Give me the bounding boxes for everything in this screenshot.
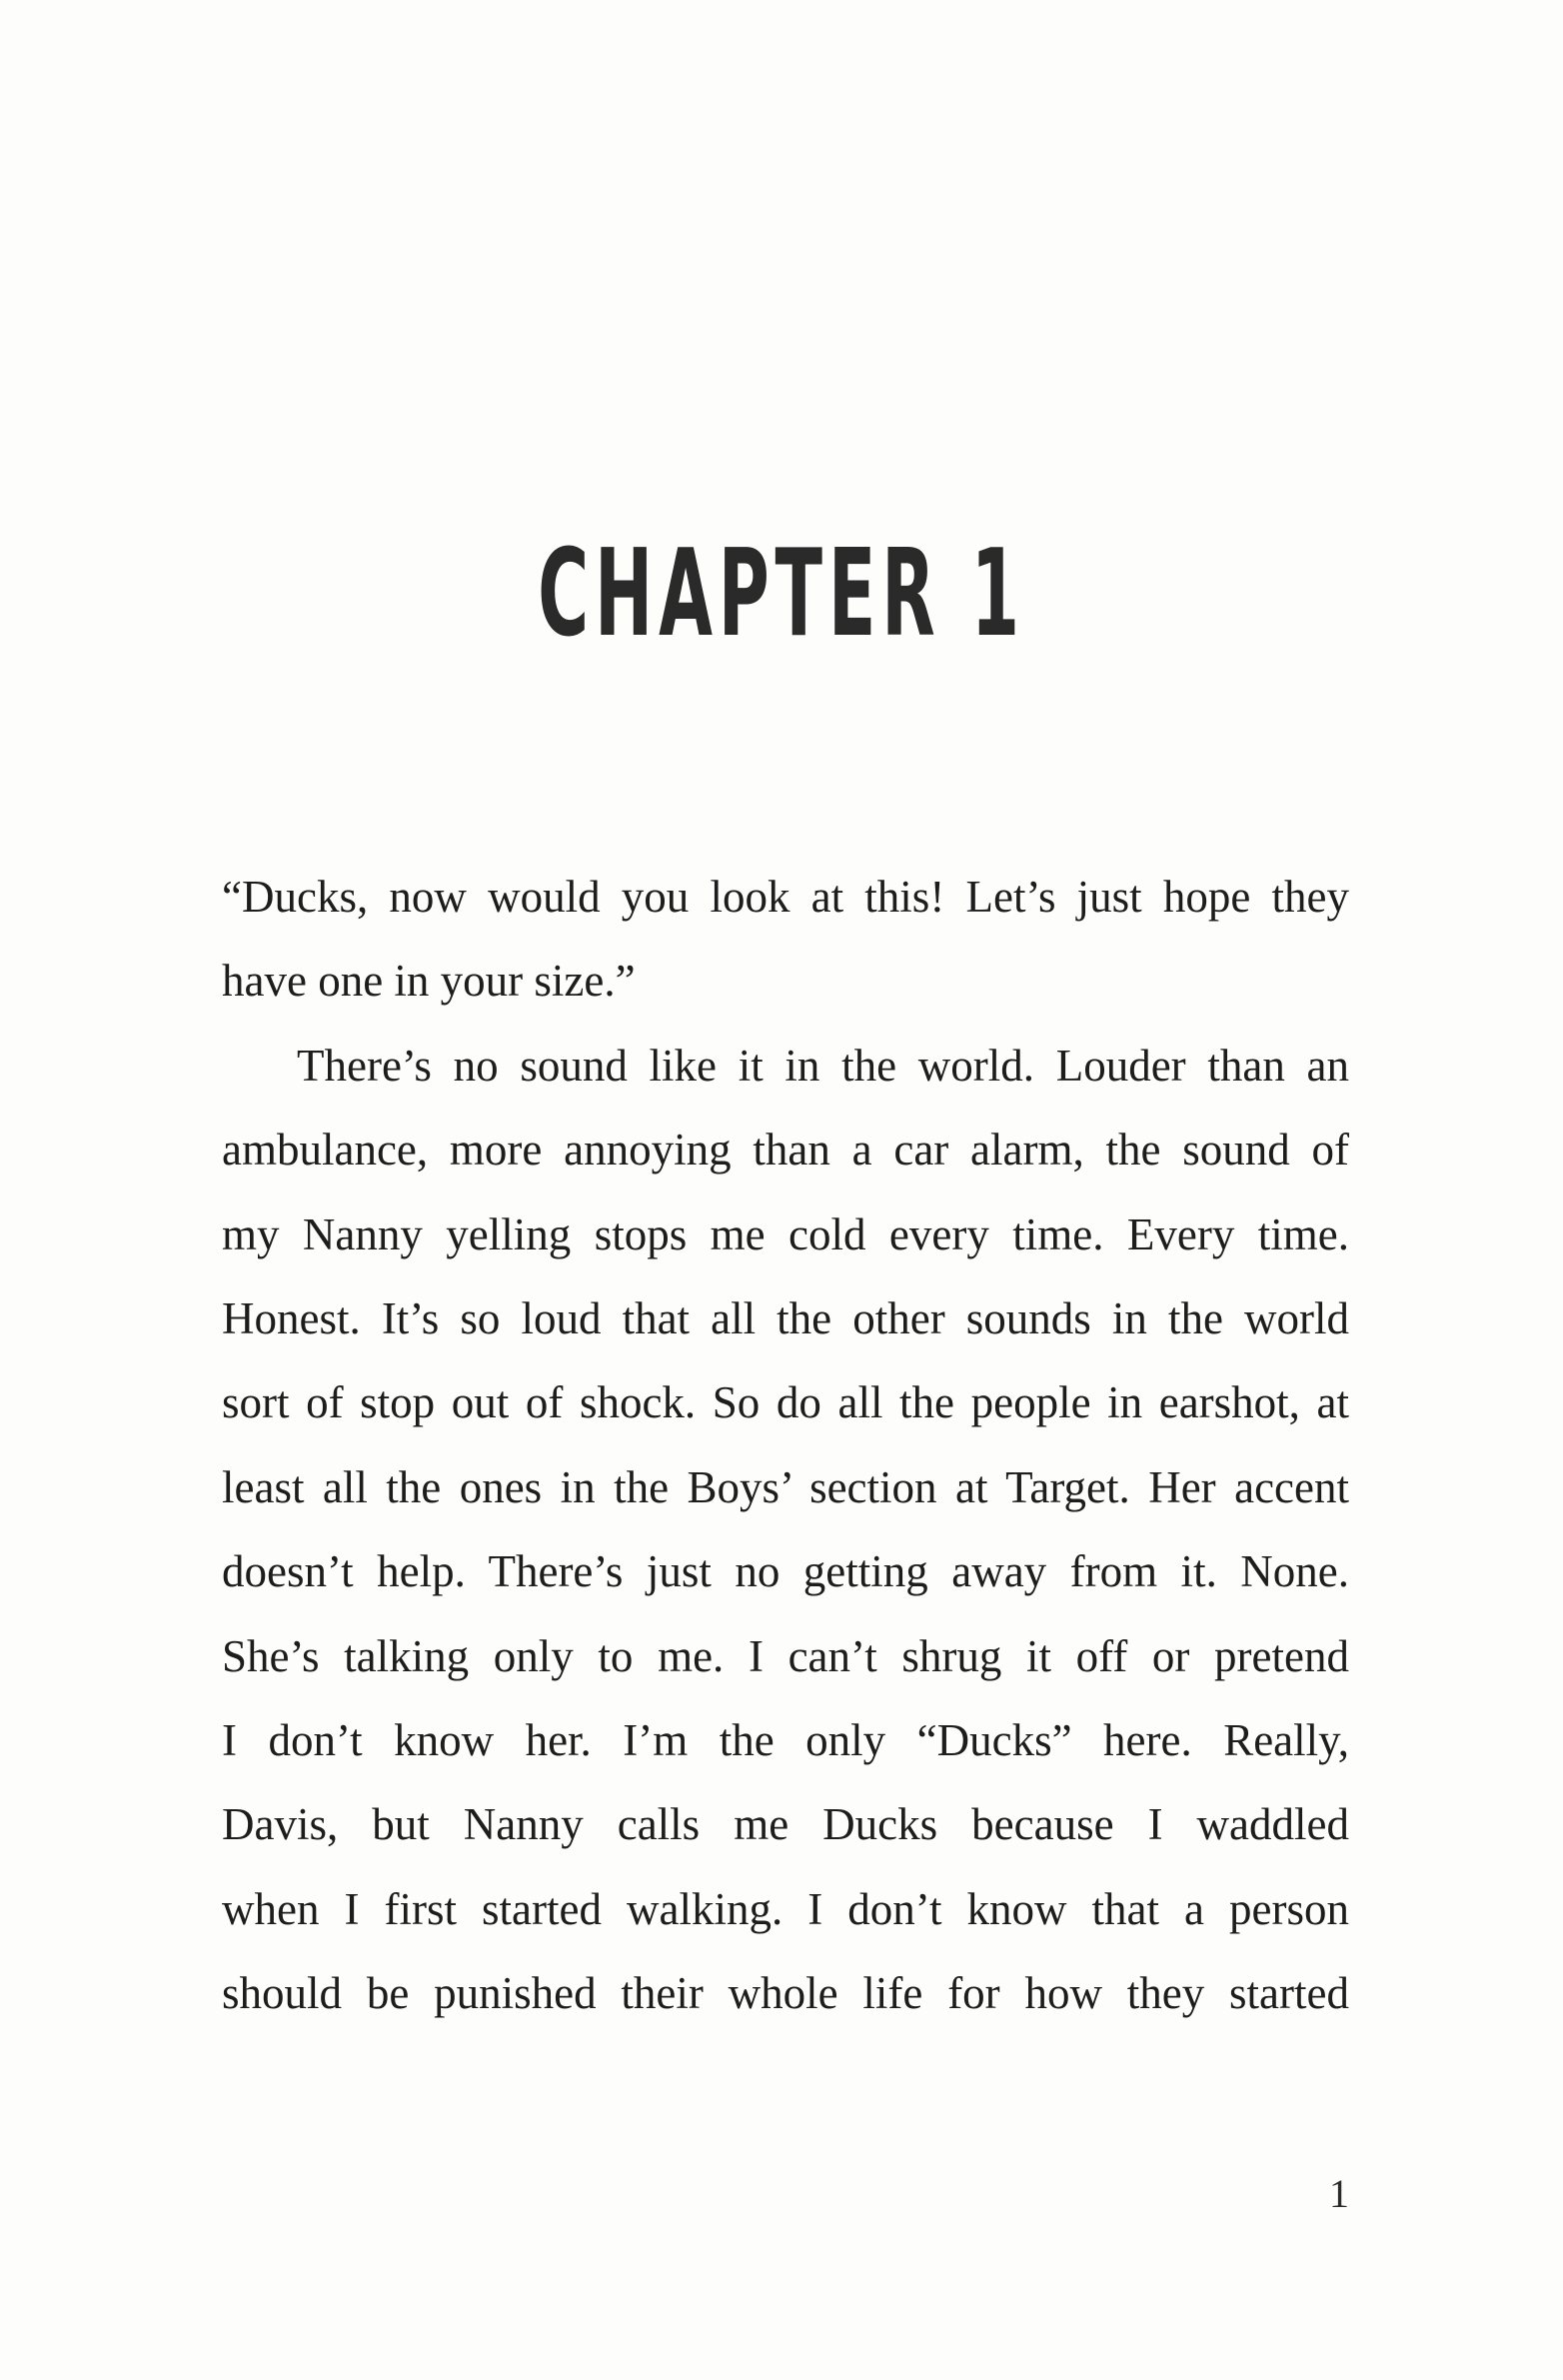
text-line: have one in your size.” — [222, 956, 636, 1007]
text-line: Honest. It’s so loud that all the other sounds in the world — [222, 1292, 1349, 1343]
text-line: “Ducks, now would you look at this! Let’s just hope they — [222, 872, 1349, 922]
page-number: 1 — [1329, 2171, 1349, 2216]
text-line: my Nanny yelling stops me cold every time. Every time. — [222, 1208, 1349, 1259]
text-line: She’s talking only to me. I can’t shrug it off or pretend — [222, 1630, 1349, 1681]
chapter-heading: CHAPTER 1 — [538, 525, 1025, 664]
text-line: Davis, but Nanny calls me Ducks because I waddled — [222, 1799, 1349, 1850]
text-line: when I first started walking. I don’t know that a person — [222, 1883, 1349, 1934]
text-line: should be punished their whole life for how they started — [222, 1968, 1349, 2019]
text-line: least all the ones in the Boys’ section at Target. Her accent — [222, 1461, 1349, 1512]
text-line: ambulance, more annoying than a car alarm, the sound of — [222, 1125, 1349, 1176]
text-line: doesn’t help. There’s just no getting away from it. None. — [222, 1546, 1349, 1597]
text-line: sort of stop out of shock. So do all the people in earshot, at — [222, 1377, 1349, 1428]
body-text — [222, 855, 1349, 2035]
text-line: I don’t know her. I’m the only “Ducks” here. Really, — [222, 1714, 1349, 1765]
text-line: There’s no sound like it in the world. Louder than an — [297, 1040, 1349, 1091]
